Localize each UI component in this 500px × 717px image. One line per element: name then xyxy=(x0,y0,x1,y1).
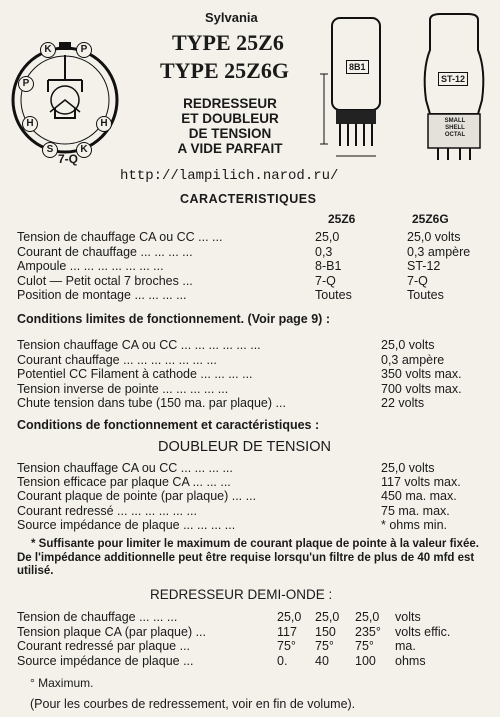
section-heading-limits: Conditions limites de fonctionnement. (Voir page 9) : xyxy=(17,312,330,326)
row-unit: ma. xyxy=(395,639,416,653)
row-label: Ampoule ... ... ... ... ... ... ... xyxy=(17,259,164,273)
row-label: Source impédance de plaque ... ... ... ... xyxy=(17,517,236,532)
row-label: Tension chauffage CA ou CC ... ... ... ... xyxy=(17,461,233,475)
subtitle-line: ET DOUBLEUR xyxy=(181,111,279,126)
row-value: 700 volts max. xyxy=(381,381,462,396)
bulb-type-label: 8B1 xyxy=(346,60,369,74)
row-label: Tension de chauffage ... ... ... xyxy=(17,610,178,624)
footnote-impedance: * Suffisante pour limiter le maximum de courant plaque de pointe à la valeur fixée. De l'impédance additionnelle peut être requise lorsqu'un filtre de plus de 40 mfd est utilisé. xyxy=(17,538,479,577)
footnote-maximum: ° Maximum. xyxy=(30,676,94,690)
bulb-drawing-8b1 xyxy=(318,14,398,164)
column-header: 25Z6 xyxy=(328,212,356,226)
subtitle-line: A VIDE PARFAIT xyxy=(177,141,283,156)
pin-label: K xyxy=(40,42,56,58)
section-heading-doubler: DOUBLEUR DE TENSION xyxy=(158,439,331,455)
section-heading-halfwave: REDRESSEUR DEMI-ONDE : xyxy=(150,587,333,602)
subtitle-line: DE TENSION xyxy=(188,126,272,141)
row-value: 75 ma. max. xyxy=(381,503,450,518)
row-unit: volts effic. xyxy=(395,624,451,639)
row-value: 75° xyxy=(277,639,296,653)
row-value: 150 xyxy=(315,624,336,639)
row-label: Courant redressé par plaque ... xyxy=(17,639,191,653)
row-value: 117 volts max. xyxy=(381,475,461,490)
row-value: 40 xyxy=(315,653,329,668)
row-label: Culot — Petit octal 7 broches ... xyxy=(17,273,193,288)
column-header: 25Z6G xyxy=(412,212,449,226)
row-label: Courant de chauffage ... ... ... ... xyxy=(17,244,193,259)
row-value-25z6g: 0,3 ampère xyxy=(407,244,471,259)
row-value: 22 volts xyxy=(381,396,425,410)
row-label: Chute tension dans tube (150 ma. par plaque) ... xyxy=(17,396,286,410)
row-label: Tension inverse de pointe ... ... ... ... ... xyxy=(17,381,229,396)
section-heading-operating: Conditions de fonctionnement et caractéristiques : xyxy=(17,418,320,432)
row-label: Potentiel CC Filament à cathode ... ... ... ... xyxy=(17,367,253,381)
row-value: 75° xyxy=(315,639,334,653)
footnote-curves: (Pour les courbes de redressement, voir en fin de volume). xyxy=(30,697,356,711)
subtitle xyxy=(150,96,310,156)
row-value-25z6: 25,0 xyxy=(315,230,340,244)
row-value: * ohms min. xyxy=(381,517,447,532)
row-value-25z6g: ST-12 xyxy=(407,259,441,273)
row-value: 75° xyxy=(355,639,374,653)
row-label: Tension chauffage CA ou CC ... ... ... ... ... ... xyxy=(17,338,261,352)
bulb-type-label: ST-12 xyxy=(438,72,468,86)
row-label: Tension plaque CA (par plaque) ... xyxy=(17,624,207,639)
bulb-drawing-st12 xyxy=(410,10,500,165)
pin-label: K xyxy=(76,142,92,158)
row-value: 25,0 xyxy=(315,610,340,624)
row-label: Courant redressé ... ... ... ... ... ... xyxy=(17,503,197,518)
row-unit: volts xyxy=(395,610,421,624)
row-value: 450 ma. max. xyxy=(381,489,457,504)
row-label: Position de montage ... ... ... ... xyxy=(17,288,187,302)
row-label: Courant plaque de pointe (par plaque) ... ... xyxy=(17,489,257,504)
pin-label: P xyxy=(76,42,92,58)
row-value: 25,0 xyxy=(277,610,302,624)
page-title: TYPE 25Z6 xyxy=(172,30,284,55)
row-value-25z6: 0,3 xyxy=(315,244,333,259)
page-title-2: TYPE 25Z6G xyxy=(160,58,289,83)
row-value: 235° xyxy=(355,624,381,639)
row-label: Tension efficace par plaque CA ... ... ... xyxy=(17,475,231,490)
row-value-25z6g: Toutes xyxy=(407,288,444,302)
subtitle-line: REDRESSEUR xyxy=(183,96,277,111)
base-diagram xyxy=(10,20,120,170)
pin-label: P xyxy=(18,76,34,92)
brand: Sylvania xyxy=(205,10,258,25)
row-value-25z6: 8-B1 xyxy=(315,259,342,273)
row-value: 100 xyxy=(355,653,376,668)
row-value: 0,3 ampère xyxy=(381,352,445,367)
row-value-25z6g: 7-Q xyxy=(407,273,428,288)
row-label: Courant chauffage ... ... ... ... ... ... ... xyxy=(17,352,217,367)
source-url[interactable]: http://lampilich.narod.ru/ xyxy=(120,168,339,184)
base-type-text: SMALL SHELL OCTAL xyxy=(444,118,466,138)
row-value: 25,0 volts xyxy=(381,461,435,475)
row-value: 350 volts max. xyxy=(381,367,462,381)
pin-label: H xyxy=(22,116,38,132)
row-value-25z6g: 25,0 volts xyxy=(407,230,461,244)
pin-label: H xyxy=(96,116,112,132)
pin-label: S xyxy=(42,142,58,158)
row-value-25z6: Toutes xyxy=(315,288,352,302)
row-value: 117 xyxy=(277,624,297,639)
row-value: 25,0 volts xyxy=(381,338,435,352)
row-label: Source impédance de plaque ... xyxy=(17,653,194,668)
row-value: 0. xyxy=(277,653,288,668)
base-code-label: 7-Q xyxy=(58,152,79,166)
row-unit: ohms xyxy=(395,653,426,668)
row-label: Tension de chauffage CA ou CC ... ... xyxy=(17,230,223,244)
row-value-25z6: 7-Q xyxy=(315,273,336,288)
section-heading-characteristics: CARACTERISTIQUES xyxy=(180,192,317,206)
row-value: 25,0 xyxy=(355,610,380,624)
